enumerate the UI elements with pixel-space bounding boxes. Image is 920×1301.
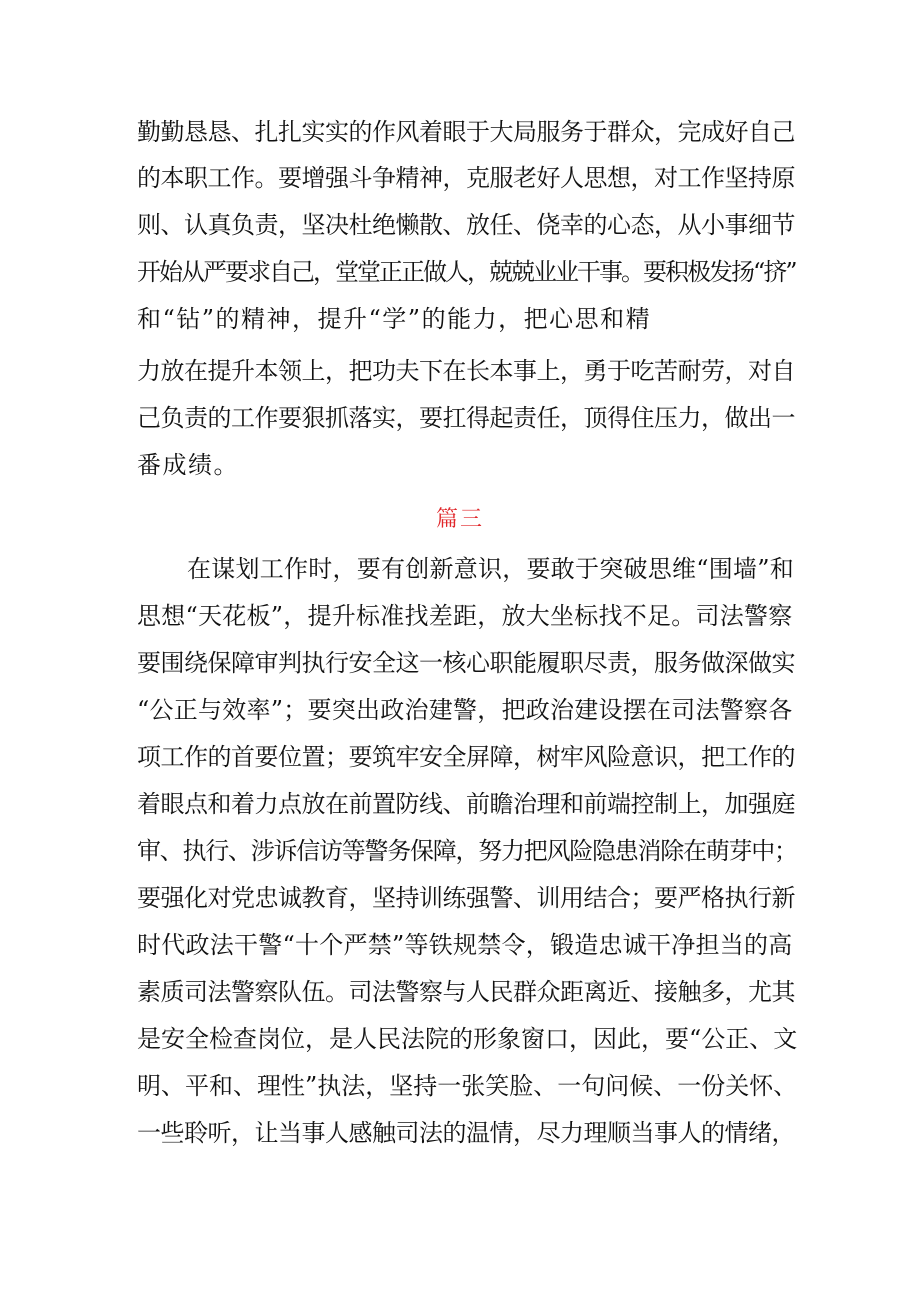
- paragraph-line: 是安全检查岗位，是人民法院的形象窗口，因此，要“公正、文: [137, 1025, 798, 1053]
- paragraph-line: 明、平和、理性”执法，坚持一张笑脸、一句问候、一份关怀、: [137, 1072, 798, 1100]
- paragraph-line: 一些聆听，让当事人感触司法的温情，尽力理顺当事人的情绪，: [137, 1119, 795, 1147]
- paragraph-line: 勤勤恳恳、扎扎实实的作风着眼于大局服务于群众，完成好自己: [137, 118, 795, 146]
- section-heading: 篇三: [435, 507, 484, 532]
- paragraph-line: 素质司法警察队伍。司法警察与人民群众距离近、接触多，尤其: [137, 978, 795, 1006]
- paragraph-line: 着眼点和着力点放在前置防线、前瞻治理和前端控制上，加强庭: [137, 790, 795, 818]
- paragraph-line: 己负责的工作要狠抓落实，要扛得起责任，顶得住压力，做出一: [137, 404, 795, 432]
- paragraph-line: 力放在提升本领上，把功夫下在长本事上，勇于吃苦耐劳，对自: [137, 357, 795, 385]
- paragraph-line: 番成绩。: [137, 451, 239, 479]
- paragraph-line: 时代政法干警“十个严禁”等铁规禁令，锻造忠诚干净担当的高: [137, 931, 793, 959]
- paragraph-line: 在谋划工作时，要有创新意识，要敢于突破思维“围墙”和: [187, 555, 795, 583]
- paragraph-line: 思想“天花板”，提升标准找差距，放大坐标找不足。司法警察: [137, 602, 793, 630]
- paragraph-line: 和“钻”的精神，提升“学”的能力，把心思和精: [137, 305, 652, 333]
- paragraph-line: 开始从严要求自己，堂堂正正做人，兢兢业业干事。要积极发扬“挤”: [137, 258, 796, 286]
- paragraph-line: 则、认真负责，坚决杜绝懒散、放任、侥幸的心态，从小事细节: [137, 211, 795, 239]
- paragraph-line: 要强化对党忠诚教育，坚持训练强警、训用结合；要严格执行新: [137, 884, 795, 912]
- paragraph-line: 的本职工作。要增强斗争精神，克服老好人思想，对工作坚持原: [137, 164, 795, 192]
- paragraph-line: 审、执行、涉诉信访等警务保障，努力把风险隐患消除在萌芽中；: [137, 837, 797, 865]
- paragraph-line: “公正与效率”；要突出政治建警，把政治建设摆在司法警察各: [137, 696, 793, 724]
- paragraph-line: 项工作的首要位置；要筑牢安全屏障，树牢风险意识，把工作的: [137, 743, 795, 771]
- paragraph-line: 要围绕保障审判执行安全这一核心职能履职尽责，服务做深做实: [137, 649, 795, 677]
